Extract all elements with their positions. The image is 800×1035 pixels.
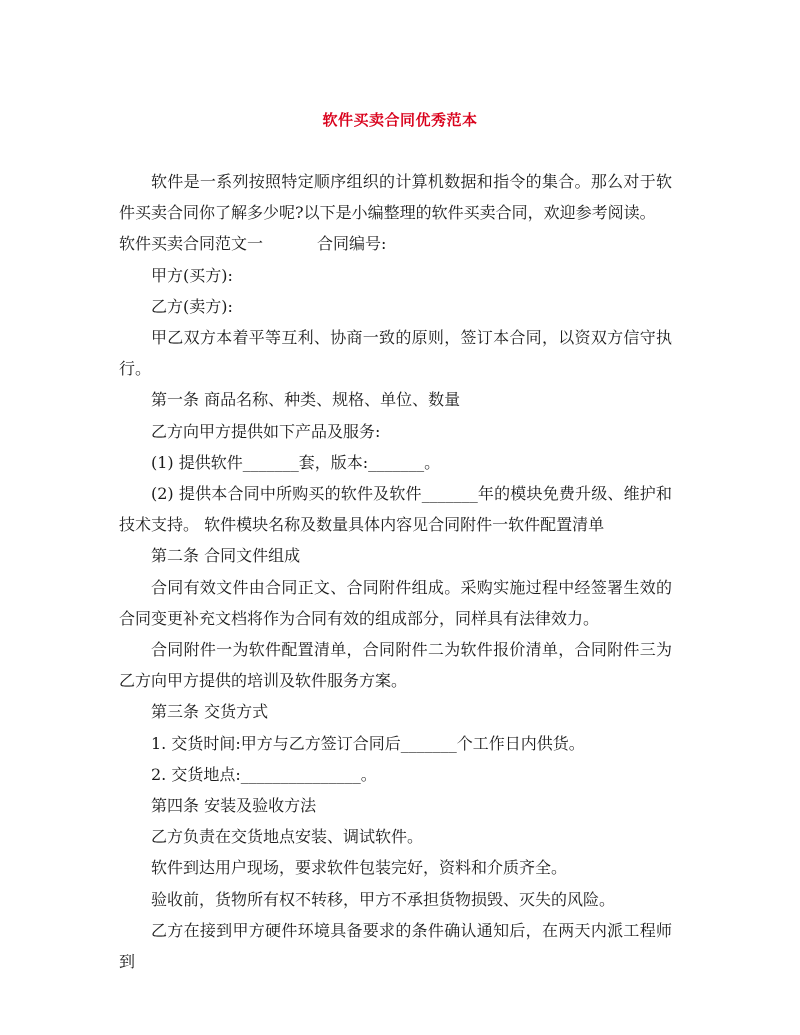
paragraph-attachments: 合同附件一为软件配置清单，合同附件二为软件报价清单，合同附件三为乙方向甲方提供的培训及软件服务方案。 <box>119 640 672 691</box>
paragraph-ownership: 验收前，货物所有权不转移，甲方不承担货物损毁、灭失的风险。 <box>151 889 616 909</box>
article-3-heading: 第三条 交货方式 <box>151 702 269 722</box>
paragraph-packaging: 软件到达用户现场，要求软件包装完好，资料和介质齐全。 <box>151 858 568 878</box>
article-2-heading: 第二条 合同文件组成 <box>151 546 301 566</box>
item-2-upgrade: (2) 提供本合同中所购买的软件及软件_______年的模块免费升级、维护和技术支持。 软件模块名称及数量具体内容见合同附件一软件配置清单 <box>119 484 672 535</box>
document-body <box>119 166 672 977</box>
document-title: 软件买卖合同优秀范本 <box>322 111 478 129</box>
contract-number-label: 合同编号: <box>317 234 387 254</box>
paragraph-install: 乙方负责在交货地点安装、调试软件。 <box>151 827 424 847</box>
paragraph-sample-heading <box>119 228 672 259</box>
party-a-label: 甲方(买方): <box>151 265 233 285</box>
article-4-heading: 第四条 安装及验收方法 <box>151 796 317 816</box>
delivery-time: 1. 交货时间:甲方与乙方签订合同后_______个工作日内供货。 <box>151 733 585 753</box>
sample-title: 软件买卖合同范文一 <box>119 234 264 254</box>
delivery-place: 2. 交货地点:_______________。 <box>151 764 377 784</box>
article-1-heading: 第一条 商品名称、种类、规格、单位、数量 <box>151 390 461 410</box>
paragraph-contract-files: 合同有效文件由合同正文、合同附件组成。采购实施过程中经签署生效的合同变更补充文档将作为合同有效的组成部分，同样具有法律效力。 <box>119 577 672 628</box>
paragraph-products: 乙方向甲方提供如下产品及服务: <box>151 421 381 441</box>
paragraph-principle: 甲乙双方本着平等互利、协商一致的原则，签订本合同，以资双方信守执行。 <box>119 328 672 379</box>
paragraph-engineer: 乙方在接到甲方硬件环境具备要求的条件确认通知后，在两天内派工程师到 <box>119 920 672 972</box>
item-1-software: (1) 提供软件_______套，版本:_______。 <box>151 452 441 472</box>
paragraph-intro: 软件是一系列按照特定顺序组织的计算机数据和指令的集合。那么对于软件买卖合同你了解多少呢?以下是小编整理的软件买卖合同，欢迎参考阅读。 <box>119 172 672 223</box>
party-b-label: 乙方(卖方): <box>151 296 233 316</box>
